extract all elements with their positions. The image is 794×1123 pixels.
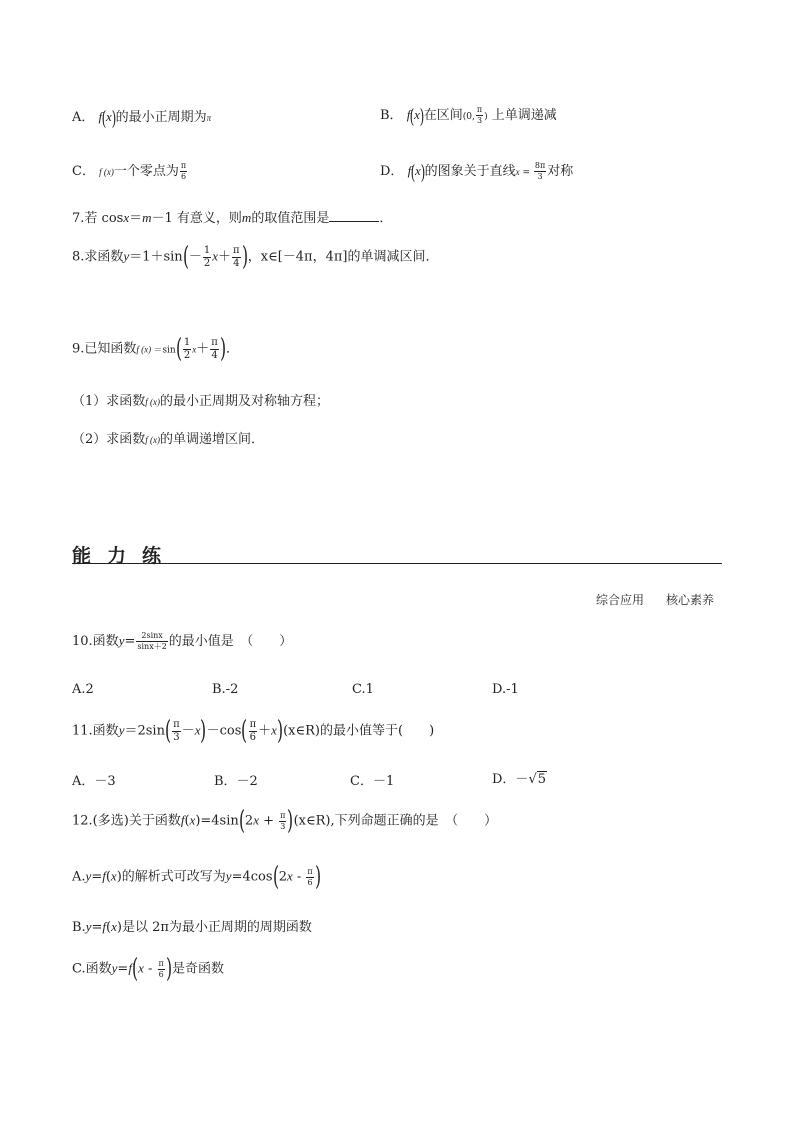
fraction-pi-6: $\frac{\pi}{6}$: [180, 161, 187, 181]
q11-option-a: A．－3: [72, 774, 116, 789]
q10-option-a: A.2: [72, 682, 94, 697]
q10-option-d: D.-1: [492, 682, 519, 697]
q8-text: 8.求函数: [72, 249, 124, 265]
section-title-text: 能力练: [72, 545, 178, 567]
section-tags: [596, 591, 736, 608]
question-9-part-2: （2）求函数f (x)的单调递增区间．: [72, 432, 265, 447]
option-label: C．: [72, 164, 95, 179]
q11-text: 11.函数: [72, 723, 119, 739]
q6-option-c: C． f (x)一个零点为 $\frac{\pi}{6}$: [72, 161, 187, 181]
option-label: A．: [72, 110, 95, 125]
question-8: 8.求函数y＝1＋sin(－ $\frac{1}{2}$ x＋ $\frac{\pi}{4}$ )，x∈[－4π，4π]的单调减区间．: [72, 242, 439, 272]
fraction-pi-4: $\frac{\pi}{4}$: [211, 336, 218, 361]
option-text: 上单调递减: [491, 108, 557, 123]
q11-option-d: D．－√5: [492, 772, 547, 787]
fraction-1-2: $\frac{1}{2}$: [203, 244, 211, 269]
q11-option-c: C．－1: [350, 774, 395, 789]
section-title: [72, 541, 722, 567]
q12-option-c: C.函数y=f(x - $\frac{\pi}{6}$ )是奇函数: [72, 954, 224, 984]
q10-option-c: C.1: [352, 682, 374, 697]
fraction-pi-6: $\frac{\pi}{6}$: [307, 866, 313, 887]
q10-option-b: B.-2: [212, 682, 239, 697]
question-7: 7.若 cosx＝m－1 有意义，则m的取值范围是 ．: [72, 210, 393, 226]
q6-option-d: D． f(x)的图象关于直线x = $\frac{8\pi}{3}$ 对称: [380, 159, 574, 184]
q7-text: 7.若 cos: [72, 211, 124, 226]
fraction-pi-4: $\frac{\pi}{4}$: [233, 244, 240, 269]
fraction-pi-3: $\frac{\pi}{3}$: [280, 810, 286, 831]
q11-option-b: B．－2: [214, 774, 258, 789]
option-text: 一个零点为: [113, 164, 179, 179]
fraction-pi-3: $\frac{\pi}{3}$: [173, 718, 180, 743]
option-text: 对称: [547, 164, 574, 179]
question-11: 11.函数y＝2sin( $\frac{\pi}{3}$ －x)－cos( $\frac{\pi}{6}$ ＋x)(x∈R)的最小值等于( ): [72, 716, 435, 746]
fraction-2sinx: $\frac{2\sin x}{\sin x+2}$: [137, 631, 167, 651]
option-text: 的最小正周期为: [115, 110, 207, 125]
option-text: 在区间: [423, 108, 463, 123]
sqrt-5: 5: [537, 772, 547, 787]
q6-option-a: A． f(x)的最小正周期为π: [72, 105, 212, 130]
answer-blank: [329, 209, 379, 222]
question-12: 12.(多选)关于函数f(x)=4sin(2x + $\frac{\pi}{3}$ )(x∈R),下列命题正确的是 （ ）: [72, 806, 498, 836]
fraction-pi-6: $\frac{\pi}{6}$: [249, 718, 257, 743]
fraction-1-2: $\frac{1}{2}$: [183, 336, 191, 361]
option-text: 的图象关于直线: [424, 164, 516, 179]
q12-option-b: B.y=f(x)是以 2π为最小正周期的周期函数: [72, 919, 312, 935]
func-f: f: [98, 109, 103, 124]
option-label: B．: [380, 108, 403, 123]
question-9-part-1: （1）求函数f (x)的最小正周期及对称轴方程；: [72, 394, 330, 409]
q12-option-a: A.y=f(x)的解析式可改写为y=4cos(2x - $\frac{\pi}{6}$ ): [72, 862, 321, 892]
pi-symbol: π: [206, 113, 212, 123]
option-label: D．: [380, 164, 404, 179]
q12-text: 12.(多选)关于函数: [72, 813, 181, 829]
q6-option-b: B． f(x)在区间(0, $\frac{\pi}{3}$ ) 上单调递减: [380, 103, 557, 128]
fraction-8pi-3: $\frac{8\pi}{3}$: [534, 161, 546, 181]
tag-comprehensive: 综合应用: [596, 593, 645, 607]
question-10: 10.函数y= $\frac{2\sin x}{\sin x+2}$ 的最小值是 （ ）: [72, 631, 293, 651]
q9-text: 9.已知函数: [72, 341, 137, 357]
question-9: 9.已知函数f (x) ＝sin( $\frac{1}{2}$ x＋ $\frac{\pi}{4}$ )．: [72, 334, 239, 364]
fraction-pi-6: $\frac{\pi}{6}$: [158, 958, 164, 979]
q10-text: 10.函数: [72, 634, 119, 649]
fraction-pi-3: $\frac{\pi}{3}$: [476, 105, 483, 125]
tag-core-literacy: 核心素养: [666, 593, 715, 607]
